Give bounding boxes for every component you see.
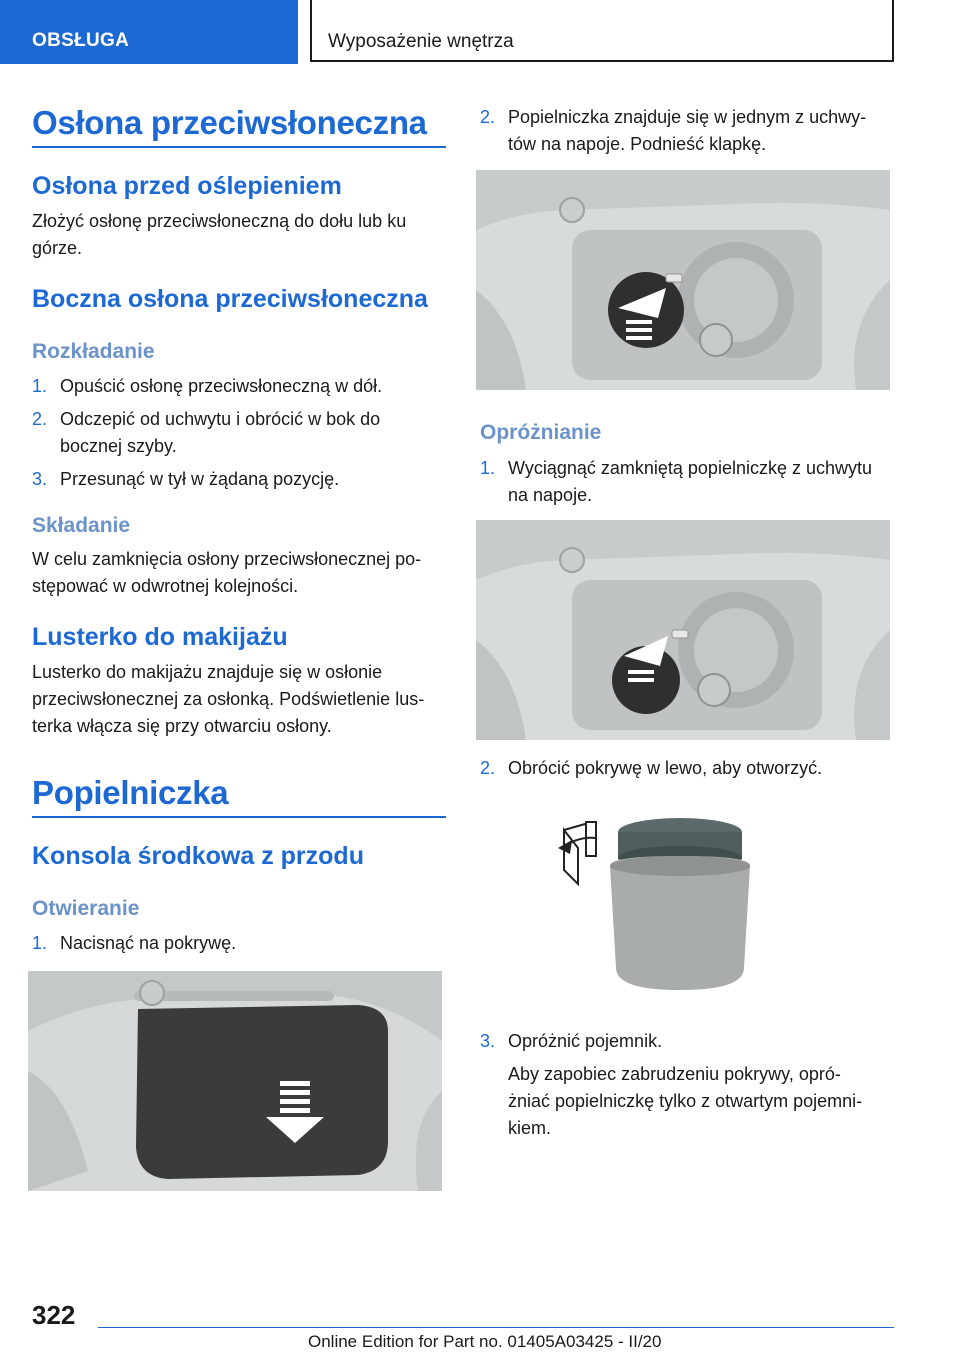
heading-emptying: Opróżnianie — [480, 421, 602, 444]
list-item: 3. Opróżnić pojemnik. Aby zapobiec zabrudzeniu pokrywy, opró- żniać popielniczkę tylko z otwartym pojemni- kiem. — [480, 1031, 863, 1138]
heading-glare-shield: Osłona przed oślepieniem — [32, 172, 342, 200]
footer-edition: Online Edition for Part no. 01405A03425 - II/20 — [308, 1332, 662, 1351]
fold-text: W celu zamknięcia osłony przeciwsłonecznej po- stępować w odwrotnej kolejności. — [32, 549, 422, 596]
section-label: OBSŁUGA — [32, 30, 130, 51]
chapter-tab — [310, 0, 894, 62]
rotate-left-icon — [558, 822, 596, 884]
heading-opening: Otwieranie — [32, 897, 140, 920]
heading-ashtray: Popielniczka — [32, 774, 229, 811]
footer-rule — [98, 1327, 894, 1328]
heading-fold: Składanie — [32, 514, 131, 537]
photo-press-lid — [28, 971, 442, 1191]
list-item: 1. Wyciągnąć zamkniętą popielniczkę z uchwytu na napoje. — [480, 458, 873, 505]
photo-pull-out — [476, 520, 890, 740]
photo-lift-flap — [476, 170, 890, 390]
heading-front-console: Konsola środkowa z przodu — [32, 842, 364, 870]
page-number: 322 — [32, 1300, 76, 1330]
heading-rule — [32, 816, 446, 818]
heading-rule — [32, 146, 446, 148]
list-item: 2. Popielniczka znajduje się w jednym z uchwy- tów na napoje. Podnieść klapkę. — [480, 107, 867, 154]
section-tab — [0, 0, 298, 64]
heading-vanity-mirror: Lusterko do makijażu — [32, 623, 288, 651]
chapter-label: Wyposażenie wnętrza — [328, 31, 514, 52]
illustration-ashtray — [548, 808, 758, 998]
heading-sun-visor: Osłona przeciwsłoneczna — [32, 104, 427, 141]
list-item: 2. Odczepić od uchwytu i obrócić w bok do bocznej szyby. — [32, 409, 381, 456]
glare-shield-text: Złożyć osłonę przeciwsłoneczną do dołu lub ku górze. — [32, 211, 407, 258]
vanity-mirror-text: Lusterko do makijażu znajduje się w osłonie przeciwsłonecznej za osłonką. Podświetlenie lus- terka włącza się przy otwarciu osłony. — [32, 662, 425, 736]
heading-side-visor: Boczna osłona przeciwsłoneczna — [32, 285, 428, 313]
heading-unfold: Rozkładanie — [32, 340, 155, 363]
